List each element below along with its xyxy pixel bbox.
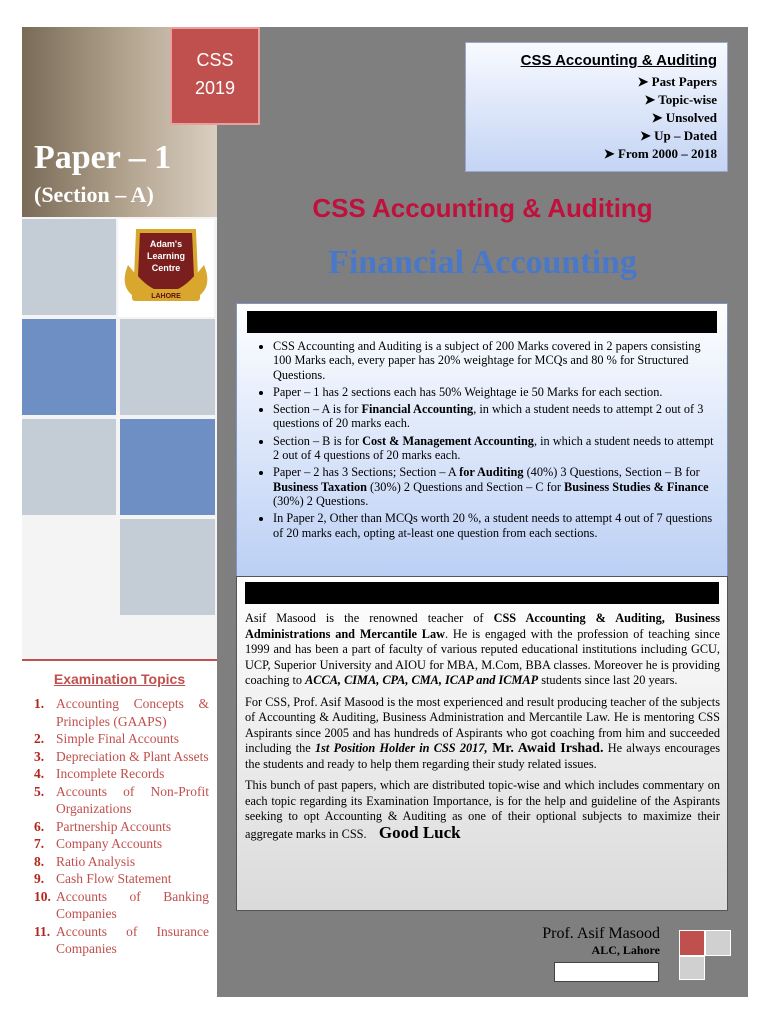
badge-line1: CSS <box>196 50 234 70</box>
sidebar <box>22 27 217 997</box>
topic-item <box>22 695 217 730</box>
topic-label: Company Accounts <box>56 836 163 851</box>
topic-label: Partnership Accounts <box>56 818 172 834</box>
info-item: • Paper – 1 has 2 sections each has 50% Weightage ie 50 Marks for each section. <box>273 385 717 399</box>
css-year-badge <box>170 27 260 125</box>
svg-text:Adam's: Adam's <box>149 239 183 249</box>
feature-item: ➤ Unsolved <box>651 110 717 125</box>
topic-item <box>22 923 217 958</box>
topic-number: 1. <box>34 696 45 711</box>
topic-label: Ratio Analysis <box>56 853 136 869</box>
author-name: Prof. Asif Masood <box>542 925 660 942</box>
main-heading: CSS Accounting & Auditing <box>312 193 653 223</box>
topic-item <box>22 888 217 923</box>
bio-paragraph-2: For CSS, Prof. Asif Masood is the most experienced and result producing teacher of the subjects of Accounting & Auditing, Business Administration and Mercantile Law. He is mentoring CSS Aspirants since 2005 and has hundreds of Aspirants who got coaching from him and succeeded including the 1st Position Holder in CSS 2017, Mr. Awaid Irshad. He always encourages the students and ready to help them regarding their study related issues. <box>245 694 720 771</box>
topic-number: 11. <box>34 923 51 939</box>
author-bio-box <box>236 576 728 911</box>
info-item: • In Paper 2, Other than MCQs worth 20 %, a student needs to attempt 4 out of 7 questions of 20 marks each, opting at-least one question from each sections. <box>273 511 717 540</box>
info-item: • Paper – 2 has 3 Sections; Section – A for Auditing (40%) 3 Questions, Section – B for Business Taxation (30%) 2 Questions and Section – C for Business Studies & Finance (30%) 2 Questions. <box>273 465 717 508</box>
topic-number: 9. <box>34 871 45 886</box>
topic-number: 5. <box>34 783 45 799</box>
svg-text:LAHORE: LAHORE <box>151 293 181 300</box>
topic-number: 3. <box>34 748 45 764</box>
feature-item: ➤ Past Papers <box>637 74 717 89</box>
author-org: ALC, Lahore <box>591 943 660 957</box>
topic-item <box>22 730 217 748</box>
bio-paragraph-3: This bunch of past papers, which are distributed topic-wise and which includes commentary on each topic regarding its Examination Importance, is for the help and guideline of the Aspirants seeking to opt Accounting & Auditing as one of their optional subjects to maximize their aggregate marks in CSS. Good Luck <box>245 778 720 842</box>
section-title: (Section – A) <box>34 182 154 207</box>
info-item: • Section – A is for Financial Accounting, in which a student needs to attempt 2 out of 3 questions of 20 marks each. <box>273 402 717 431</box>
topic-label: Simple Final Accounts <box>56 731 179 746</box>
good-luck: Good Luck <box>378 822 461 842</box>
svg-text:Learning: Learning <box>146 251 186 261</box>
paper-title: Paper – 1 <box>34 139 172 176</box>
topic-number: 6. <box>34 818 45 834</box>
topic-number: 7. <box>34 836 45 851</box>
cover-page <box>22 27 748 997</box>
deco-square <box>679 930 705 956</box>
badge-line2: 2019 <box>194 78 236 98</box>
examination-topics-title: Examination Topics <box>53 671 186 687</box>
svg-text:Centre: Centre <box>151 263 181 273</box>
topic-number: 8. <box>34 853 45 869</box>
topic-label: Cash Flow Statement <box>56 871 172 886</box>
sub-heading: Financial Accounting <box>328 244 637 281</box>
topic-item <box>22 835 217 853</box>
alc-logo <box>118 219 214 317</box>
topic-number: 2. <box>34 731 45 746</box>
features-title: CSS Accounting & Auditing <box>520 52 717 69</box>
topic-number: 4. <box>34 766 45 781</box>
examination-topics-panel <box>22 659 217 999</box>
topic-item <box>22 783 217 818</box>
topic-item <box>22 870 217 888</box>
signature <box>542 925 660 958</box>
deco-square <box>679 956 705 980</box>
deco-square <box>705 930 731 956</box>
feature-item: ➤ Topic-wise <box>644 92 717 107</box>
topic-label: Accounts of Non-Profit Organizations <box>56 783 209 816</box>
bio-paragraph-1: Asif Masood is the renowned teacher of CSS Accounting & Auditing, Business Administrations and Mercantile Law. He is engaged with the profession of teaching since 1999 and has been a part of faculty of various reputed educational institutions including GCU, UCP, Superior University and AIOU for MBA, M.Com, BBA classes. Moreover he is providing coaching to ACCA, CIMA, CPA, CMA, ICAP and ICMAP students since last 20 years. <box>245 611 720 687</box>
topic-item <box>22 853 217 871</box>
bio-header-bar <box>245 582 719 604</box>
info-item: • Section – B is for Cost & Management Accounting, in which a student needs to attempt 2 out of 4 questions of 20 marks each. <box>273 434 717 463</box>
topic-item <box>22 818 217 836</box>
feature-item: ➤ Up – Dated <box>640 128 717 143</box>
topic-label: Accounts of Banking Companies <box>56 888 209 921</box>
info-list <box>247 339 717 543</box>
blank-box <box>554 962 659 982</box>
topic-label: Accounts of Insurance Companies <box>56 923 209 956</box>
feature-item: ➤ From 2000 – 2018 <box>603 146 717 161</box>
topics-list <box>22 695 217 958</box>
topic-item <box>22 765 217 783</box>
info-item: • CSS Accounting and Auditing is a subject of 200 Marks covered in 2 papers consisting 100 Marks each, every paper has 20% weightage for MCQs and 80 % for Structured Questions. <box>273 339 717 382</box>
topic-number: 10. <box>34 888 51 904</box>
features-box <box>465 42 728 172</box>
topic-item <box>22 748 217 766</box>
info-header-bar <box>247 311 717 333</box>
topic-label: Depreciation & Plant Assets <box>56 748 209 764</box>
subject-info-box <box>236 303 728 590</box>
topic-label: Incomplete Records <box>56 766 165 781</box>
topic-label: Accounting Concepts & Principles (GAAPS) <box>56 696 209 729</box>
